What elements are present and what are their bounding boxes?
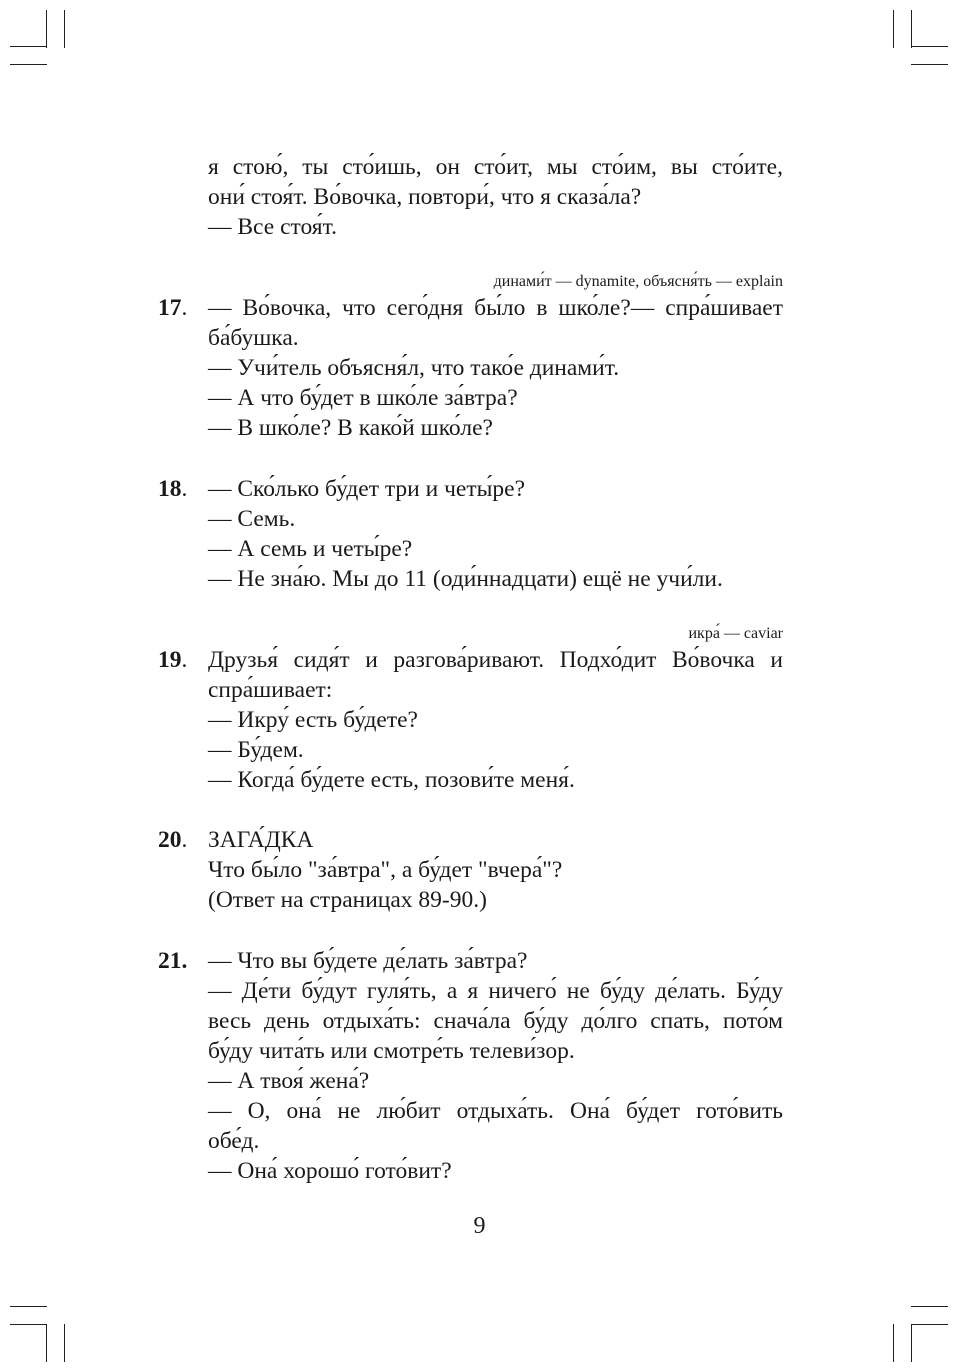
crop-mark — [911, 46, 948, 47]
item-number-value: 18 — [158, 476, 182, 502]
text-line: — Де́ти бу́дут гуля́ть, а я ничего́ не бу́ду де́лать. Бу́ду — [208, 978, 783, 1004]
text-line: бу́ду чита́ть или смотре́ть телеви́зор. — [208, 1038, 575, 1064]
crop-mark — [10, 64, 47, 65]
item-number-value: 17 — [158, 295, 182, 321]
item-number-sep: . — [181, 295, 188, 321]
text-line: — А твоя́ жена́? — [208, 1068, 370, 1094]
item-number — [158, 645, 187, 675]
text-line: спра́шивает: — [208, 677, 333, 703]
text-line: — Икру́ есть бу́дете? — [208, 707, 418, 733]
text-line: — Когда́ бу́дете есть, позови́те меня́. — [208, 767, 575, 793]
crop-mark — [46, 10, 47, 48]
crop-mark — [911, 64, 948, 65]
crop-mark — [911, 1324, 912, 1362]
text-line: — Семь. — [208, 506, 296, 532]
text-line: обе́д. — [208, 1128, 260, 1154]
page-number: 9 — [473, 1213, 486, 1239]
item-number — [158, 474, 187, 504]
text-line: — Ско́лько бу́дет три и четы́ре? — [208, 476, 525, 502]
text-line: — Во́вочка, что сего́дня бы́ло в шко́ле?— спра́шивает — [208, 295, 783, 321]
item-number-sep: . — [181, 476, 188, 502]
item-number-value: 20 — [158, 827, 182, 853]
vocab-gloss: икра́ — caviar — [688, 625, 783, 642]
crop-mark — [46, 1324, 47, 1362]
text-line: — В шко́ле? В како́й шко́ле? — [208, 415, 493, 441]
text-line: я стою́, ты сто́ишь, он сто́ит, мы сто́им, вы сто́ите, — [208, 154, 783, 180]
text-line: — О, она́ не лю́бит отдыха́ть. Она́ бу́дет гото́вить — [208, 1098, 783, 1124]
text-line: Что бы́ло "за́втра", а бу́дет "вчера́"? — [208, 857, 563, 883]
item-number-sep: . — [181, 647, 188, 673]
text-line: — Она́ хорошо́ гото́вит? — [208, 1158, 452, 1184]
text-line: — Учи́тель объясня́л, что тако́е динами́т. — [208, 355, 620, 381]
text-line: Друзья́ сидя́т и разгова́ривают. Подхо́дит Во́вочка и — [208, 647, 783, 673]
crop-mark — [911, 1324, 948, 1325]
crop-mark — [893, 10, 894, 48]
crop-mark — [64, 10, 65, 48]
text-line: — Бу́дем. — [208, 737, 304, 763]
text-line: — Что вы бу́дете де́лать за́втра? — [208, 948, 528, 974]
item-number-value: 19 — [158, 647, 182, 673]
crop-mark — [10, 46, 47, 47]
text-line: — А семь и четы́ре? — [208, 536, 413, 562]
crop-mark — [64, 1324, 65, 1362]
text-line: — Не зна́ю. Мы до 11 (оди́ннадцати) ещё не учи́ли. — [208, 566, 723, 592]
crop-mark — [911, 10, 912, 48]
item-number — [158, 825, 187, 855]
vocab-gloss: динами́т — dynamite, объясня́ть — explain — [493, 273, 783, 290]
item-number-sep: . — [181, 827, 188, 853]
item-number — [158, 946, 187, 976]
text-line: — А что бу́дет в шко́ле за́втра? — [208, 385, 518, 411]
crop-mark — [10, 1324, 47, 1325]
crop-mark — [911, 1306, 948, 1307]
text-line: ЗАГА́ДКА — [208, 827, 314, 853]
crop-mark — [893, 1324, 894, 1362]
text-line: они́ стоя́т. Во́вочка, повтори́, что я сказа́ла? — [208, 184, 642, 210]
text-line: весь день отдыха́ть: снача́ла бу́ду до́лго спать, пото́м — [208, 1008, 783, 1034]
item-number — [158, 293, 187, 323]
crop-mark — [10, 1306, 47, 1307]
item-number-value: 21 — [158, 948, 182, 974]
text-line: (Ответ на страницах 89-90.) — [208, 887, 487, 913]
text-line: — Все стоя́т. — [208, 214, 337, 240]
text-line: ба́бушка. — [208, 325, 299, 351]
item-number-sep: . — [181, 948, 188, 974]
